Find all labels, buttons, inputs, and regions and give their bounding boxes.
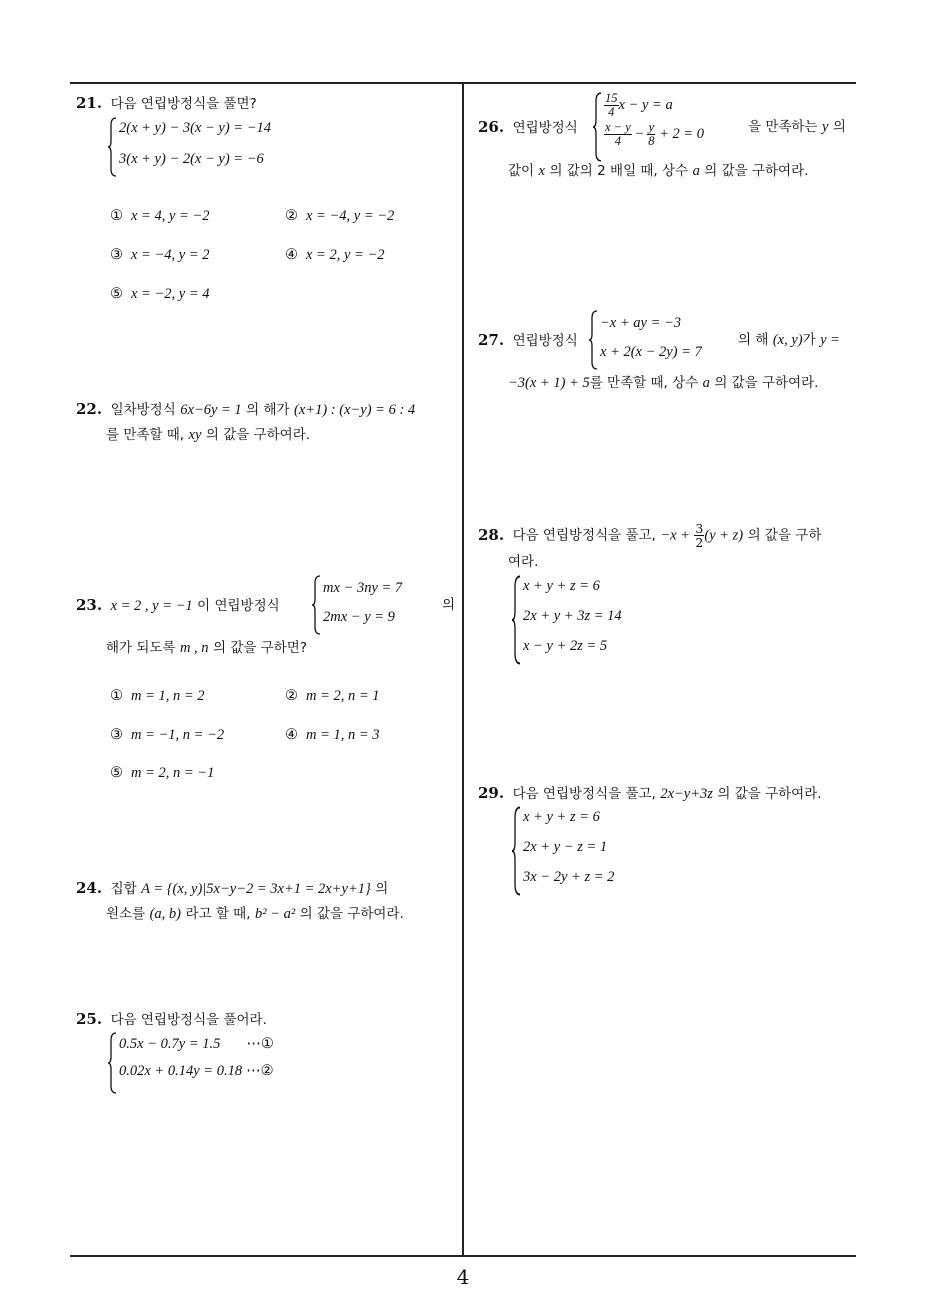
- problem-number: 25.: [76, 1010, 103, 1028]
- equation: x − y + 2z = 5: [523, 638, 608, 654]
- bottom-rule: [70, 1255, 856, 1257]
- problem-28: 28. 다음 연립방정식을 풀고, −x + $\frac{3}{2}$ (y + z) 의 값을 구하: [478, 521, 822, 550]
- equation: 3x − 2y + z = 2: [523, 869, 615, 885]
- brace-icon: [588, 310, 598, 370]
- choice-3[interactable]: ③ x = −4, y = 2: [110, 247, 210, 263]
- problem-28-line2: 여라.: [508, 554, 539, 570]
- fraction: $\frac{15}{4}$: [605, 91, 618, 119]
- problem-24: 24. 집합 A = {(x, y)|5x−y−2 = 3x+1 = 2x+y+1} 의 원소를 (a, b) 라고 할 때, b² − a² 의 값을 구하여라.: [76, 879, 404, 922]
- brace-icon: [311, 575, 321, 635]
- column-divider: [462, 83, 464, 1255]
- problem-23-post: 의: [442, 597, 456, 613]
- equation: 0.02x + 0.14y = 0.18 ⋯②: [119, 1063, 274, 1079]
- problem-22: 22. 일차방정식 6x−6y = 1 의 해가 (x+1) : (x−y) = 6 : 4 를 만족할 때, xy 의 값을 구하여라.: [76, 400, 416, 443]
- equation: 3(x + y) − 2(x − y) = −6: [119, 151, 264, 167]
- brace-icon: [107, 1032, 117, 1094]
- choice-2[interactable]: ② m = 2, n = 1: [285, 688, 380, 704]
- equation: x + y + z = 6: [523, 578, 600, 594]
- page-number: 4: [456, 1265, 470, 1289]
- equation: mx − 3ny = 7: [323, 580, 403, 596]
- brace-icon: [511, 575, 521, 665]
- equation: $\frac{x - y}{4}$ − $\frac{y}{8}$ + 2 = 0: [605, 120, 705, 148]
- problem-26-post: 을 만족하는 y 의: [748, 119, 846, 135]
- equation: x + 2(x − 2y) = 7: [600, 344, 702, 360]
- choice-5[interactable]: ⑤ m = 2, n = −1: [110, 765, 215, 781]
- problem-21: [76, 92, 257, 115]
- problem-number: 28.: [478, 525, 505, 544]
- equation: 2mx − y = 9: [323, 609, 395, 625]
- problem-27: 27. 연립방정식: [478, 331, 578, 349]
- choice-4[interactable]: ④ x = 2, y = −2: [285, 247, 385, 263]
- problem-26-line2: 값이 x 의 값의 2 배일 때, 상수 a 의 값을 구하여라.: [508, 163, 809, 179]
- equation-system-23: [311, 575, 402, 635]
- problem-23: 23. x = 2 , y = −1 이 연립방정식: [76, 596, 280, 614]
- problem-number: 27.: [478, 331, 505, 349]
- fraction: $\frac{y}{8}$: [648, 120, 655, 148]
- problem-23-line2: 해가 되도록 m , n 의 값을 구하면?: [106, 640, 308, 656]
- choice-2[interactable]: ② x = −4, y = −2: [285, 208, 395, 224]
- equation-system-28: [511, 575, 622, 665]
- equation: 2x + y − z = 1: [523, 839, 608, 855]
- equation-system-25: [107, 1032, 274, 1094]
- problem-text: 다음 연립방정식을 풀면?: [110, 96, 257, 112]
- problem-27-post: 의 해 (x, y)가 y =: [738, 332, 840, 348]
- choice-5[interactable]: ⑤ x = −2, y = 4: [110, 286, 210, 302]
- problem-number: 21.: [76, 94, 103, 112]
- fraction: $\frac{3}{2}$: [695, 521, 704, 550]
- equation-system-21: [107, 117, 271, 177]
- equation: 0.5x − 0.7y = 1.5 ⋯①: [119, 1036, 274, 1052]
- problem-25: 25. 다음 연립방정식을 풀어라.: [76, 1010, 267, 1028]
- fraction: $\frac{x - y}{4}$: [605, 120, 631, 148]
- choice-4[interactable]: ④ m = 1, n = 3: [285, 727, 380, 743]
- problem-number: 22.: [76, 400, 103, 418]
- equation-system-29: [511, 806, 614, 896]
- equation: $\frac{15}{4}$ x − y = a: [605, 91, 673, 119]
- problem-26: 26. 연립방정식: [478, 118, 578, 136]
- equation-system-27: [588, 310, 702, 370]
- equation: 2(x + y) − 3(x − y) = −14: [119, 120, 271, 136]
- equation: x + y + z = 6: [523, 809, 600, 825]
- problem-number: 29.: [478, 784, 505, 802]
- equation-system-26: [592, 92, 704, 162]
- problem-number: 24.: [76, 879, 103, 897]
- problem-27-line2: −3(x + 1) + 5를 만족할 때, 상수 a 의 값을 구하여라.: [508, 375, 819, 391]
- problem-number: 23.: [76, 596, 103, 614]
- problem-29: 29. 다음 연립방정식을 풀고, 2x−y+3z 의 값을 구하여라.: [478, 784, 822, 802]
- brace-icon: [107, 117, 117, 177]
- brace-icon: [592, 92, 602, 162]
- problem-number: 26.: [478, 118, 505, 136]
- brace-icon: [511, 806, 521, 896]
- equation: −x + ay = −3: [600, 315, 682, 331]
- choice-1[interactable]: ① x = 4, y = −2: [110, 208, 210, 224]
- choice-3[interactable]: ③ m = −1, n = −2: [110, 727, 225, 743]
- equation: 2x + y + 3z = 14: [523, 608, 622, 624]
- choice-1[interactable]: ① m = 1, n = 2: [110, 688, 205, 704]
